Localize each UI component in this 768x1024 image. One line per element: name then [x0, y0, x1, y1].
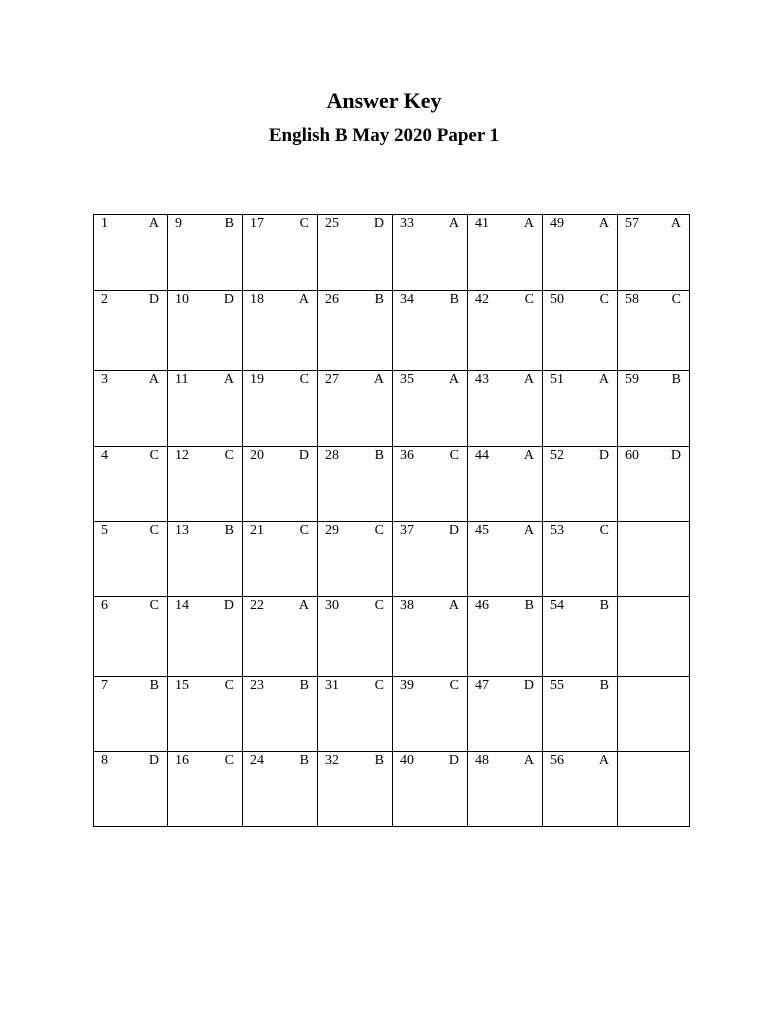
question-number: 37	[400, 523, 414, 538]
answer-cell	[168, 215, 243, 291]
question-number: 9	[175, 216, 182, 231]
question-number: 22	[250, 598, 264, 613]
answer-cell	[393, 371, 468, 447]
answer-letter: C	[299, 372, 309, 387]
question-number: 29	[325, 523, 339, 538]
question-number: 47	[475, 678, 489, 693]
answer-cell	[243, 522, 318, 597]
answer-letter: A	[523, 372, 534, 387]
answer-letter: B	[599, 598, 609, 613]
answer-letter: C	[149, 448, 159, 463]
answer-letter: D	[148, 753, 159, 768]
answer-cell	[618, 215, 690, 291]
question-number: 8	[101, 753, 108, 768]
answer-cell	[318, 291, 393, 371]
answer-cell	[543, 215, 618, 291]
answer-letter: A	[523, 216, 534, 231]
answer-letter: C	[224, 448, 234, 463]
answer-letter: A	[598, 372, 609, 387]
answer-letter: A	[373, 372, 384, 387]
question-number: 7	[101, 678, 108, 693]
question-number: 31	[325, 678, 339, 693]
answer-letter: A	[598, 753, 609, 768]
answer-letter: A	[148, 372, 159, 387]
answer-cell	[318, 215, 393, 291]
question-number: 32	[325, 753, 339, 768]
answer-cell	[393, 291, 468, 371]
question-number: 48	[475, 753, 489, 768]
answer-letter: B	[374, 292, 384, 307]
answer-cell	[543, 522, 618, 597]
answer-cell	[543, 597, 618, 677]
answer-cell	[393, 215, 468, 291]
answer-cell	[543, 677, 618, 752]
question-number: 39	[400, 678, 414, 693]
answer-letter: B	[449, 292, 459, 307]
answer-letter: D	[670, 448, 681, 463]
question-number: 30	[325, 598, 339, 613]
answer-cell	[168, 522, 243, 597]
answer-letter: C	[374, 523, 384, 538]
answer-letter: C	[149, 523, 159, 538]
answer-cell	[543, 447, 618, 522]
answer-cell	[468, 291, 543, 371]
answer-letter: D	[523, 678, 534, 693]
answer-letter: D	[148, 292, 159, 307]
question-number: 14	[175, 598, 189, 613]
question-number: 35	[400, 372, 414, 387]
question-number: 21	[250, 523, 264, 538]
answer-letter: C	[449, 448, 459, 463]
answer-cell	[618, 752, 690, 827]
question-number: 57	[625, 216, 639, 231]
answer-letter: A	[670, 216, 681, 231]
question-number: 50	[550, 292, 564, 307]
answer-cell	[618, 677, 690, 752]
table-row	[94, 677, 690, 752]
table-row	[94, 597, 690, 677]
question-number: 11	[175, 372, 189, 387]
answer-cell	[618, 371, 690, 447]
answer-letter: B	[149, 678, 159, 693]
answer-cell	[168, 752, 243, 827]
answer-cell	[94, 371, 168, 447]
answer-cell	[318, 677, 393, 752]
answer-cell	[243, 677, 318, 752]
question-number: 17	[250, 216, 264, 231]
question-number: 18	[250, 292, 264, 307]
answer-cell	[468, 215, 543, 291]
answer-cell	[168, 371, 243, 447]
answer-cell	[393, 597, 468, 677]
answer-letter: B	[374, 448, 384, 463]
question-number: 34	[400, 292, 414, 307]
question-number: 54	[550, 598, 564, 613]
answer-cell	[468, 677, 543, 752]
answer-cell	[243, 597, 318, 677]
answer-cell	[318, 597, 393, 677]
answer-cell	[618, 597, 690, 677]
answer-letter: D	[223, 598, 234, 613]
question-number: 10	[175, 292, 189, 307]
question-number: 46	[475, 598, 489, 613]
question-number: 19	[250, 372, 264, 387]
question-number: 24	[250, 753, 264, 768]
answer-letter: C	[149, 598, 159, 613]
answer-letter: B	[524, 598, 534, 613]
table-row	[94, 215, 690, 291]
question-number: 53	[550, 523, 564, 538]
question-number: 55	[550, 678, 564, 693]
answer-cell	[468, 597, 543, 677]
question-number: 40	[400, 753, 414, 768]
answer-letter: C	[374, 598, 384, 613]
answer-cell	[243, 371, 318, 447]
answer-cell	[168, 447, 243, 522]
answer-letter: C	[599, 292, 609, 307]
answer-letter: C	[524, 292, 534, 307]
answer-cell	[618, 447, 690, 522]
answer-cell	[393, 522, 468, 597]
answer-cell	[168, 291, 243, 371]
question-number: 2	[101, 292, 108, 307]
answer-letter: A	[523, 523, 534, 538]
table-row	[94, 447, 690, 522]
answer-cell	[618, 291, 690, 371]
question-number: 20	[250, 448, 264, 463]
answer-letter: B	[374, 753, 384, 768]
answer-letter: C	[224, 678, 234, 693]
answer-cell	[168, 597, 243, 677]
answer-letter: D	[373, 216, 384, 231]
answer-letter: C	[374, 678, 384, 693]
answer-cell	[318, 522, 393, 597]
page-title: Answer Key	[326, 88, 442, 113]
question-number: 12	[175, 448, 189, 463]
question-number: 26	[325, 292, 339, 307]
answer-cell	[393, 677, 468, 752]
answer-letter: B	[599, 678, 609, 693]
table-row	[94, 371, 690, 447]
answer-cell	[94, 677, 168, 752]
table-row	[94, 752, 690, 827]
answer-letter: A	[523, 753, 534, 768]
answer-cell	[94, 597, 168, 677]
answer-cell	[393, 752, 468, 827]
question-number: 59	[625, 372, 639, 387]
answer-letter: D	[223, 292, 234, 307]
answer-letter: D	[298, 448, 309, 463]
question-number: 44	[475, 448, 489, 463]
answer-letter: A	[598, 216, 609, 231]
answer-letter: C	[299, 216, 309, 231]
answer-cell	[243, 447, 318, 522]
question-number: 51	[550, 372, 564, 387]
question-number: 27	[325, 372, 339, 387]
answer-letter: B	[224, 523, 234, 538]
answer-cell	[468, 371, 543, 447]
table-row	[94, 291, 690, 371]
question-number: 41	[475, 216, 489, 231]
page-subtitle: English B May 2020 Paper 1	[268, 125, 500, 146]
question-number: 56	[550, 753, 564, 768]
answer-letter: A	[448, 598, 459, 613]
answer-cell	[94, 291, 168, 371]
question-number: 45	[475, 523, 489, 538]
question-number: 43	[475, 372, 489, 387]
answer-cell	[618, 522, 690, 597]
question-number: 52	[550, 448, 564, 463]
answer-letter: A	[448, 216, 459, 231]
question-number: 25	[325, 216, 339, 231]
answer-letter: A	[523, 448, 534, 463]
answer-cell	[94, 447, 168, 522]
answer-letter: A	[223, 372, 234, 387]
question-number: 3	[101, 372, 108, 387]
answer-letter: B	[671, 372, 681, 387]
answer-letter: A	[448, 372, 459, 387]
answer-cell	[543, 752, 618, 827]
question-number: 23	[250, 678, 264, 693]
question-number: 36	[400, 448, 414, 463]
answer-letter: B	[299, 678, 309, 693]
answer-letter: C	[449, 678, 459, 693]
answer-letter: C	[224, 753, 234, 768]
answer-cell	[543, 291, 618, 371]
answer-cell	[243, 752, 318, 827]
question-number: 1	[101, 216, 108, 231]
answer-cell	[94, 522, 168, 597]
answer-cell	[243, 291, 318, 371]
question-number: 6	[101, 598, 108, 613]
question-number: 28	[325, 448, 339, 463]
answer-key-table	[93, 214, 690, 827]
question-number: 16	[175, 753, 189, 768]
answer-cell	[318, 752, 393, 827]
answer-letter: A	[298, 292, 309, 307]
answer-cell	[94, 215, 168, 291]
question-number: 42	[475, 292, 489, 307]
table-row	[94, 522, 690, 597]
answer-letter: B	[224, 216, 234, 231]
answer-cell	[318, 447, 393, 522]
question-number: 60	[625, 448, 639, 463]
question-number: 5	[101, 523, 108, 538]
answer-letter: C	[299, 523, 309, 538]
answer-cell	[94, 752, 168, 827]
answer-cell	[243, 215, 318, 291]
question-number: 4	[101, 448, 108, 463]
answer-letter: A	[148, 216, 159, 231]
answer-letter: D	[598, 448, 609, 463]
answer-letter: B	[299, 753, 309, 768]
answer-cell	[543, 371, 618, 447]
question-number: 33	[400, 216, 414, 231]
question-number: 58	[625, 292, 639, 307]
question-number: 15	[175, 678, 189, 693]
answer-letter: D	[448, 523, 459, 538]
answer-cell	[468, 752, 543, 827]
answer-cell	[468, 447, 543, 522]
answer-letter: A	[298, 598, 309, 613]
answer-cell	[393, 447, 468, 522]
answer-cell	[468, 522, 543, 597]
answer-letter: D	[448, 753, 459, 768]
question-number: 49	[550, 216, 564, 231]
answer-letter: C	[671, 292, 681, 307]
question-number: 38	[400, 598, 414, 613]
question-number: 13	[175, 523, 189, 538]
answer-cell	[318, 371, 393, 447]
answer-cell	[168, 677, 243, 752]
answer-letter: C	[599, 523, 609, 538]
